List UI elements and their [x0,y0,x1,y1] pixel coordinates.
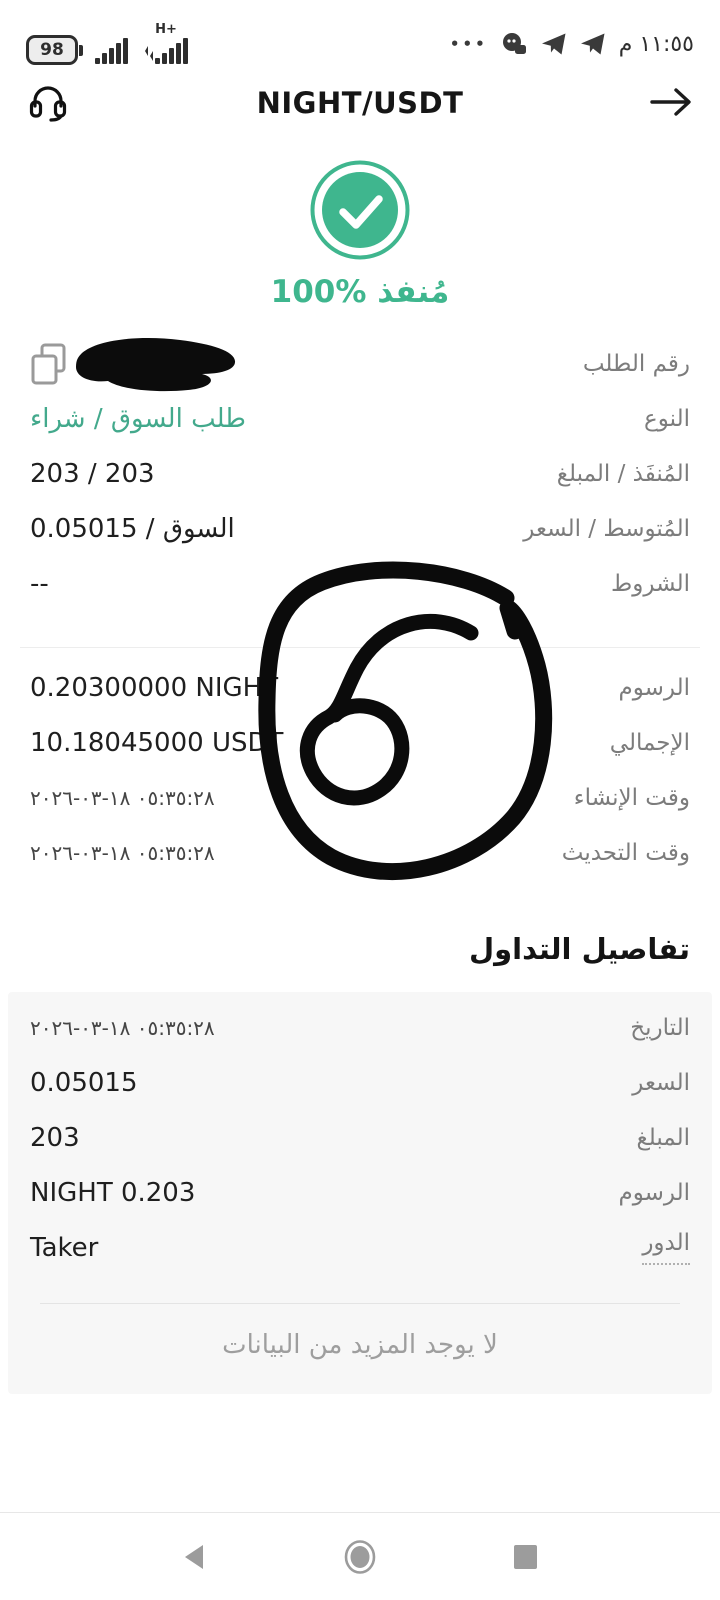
battery-percent: 98 [26,35,78,65]
signal-bars-icon-sim1 [95,35,131,65]
section-divider [20,647,700,648]
trade-fees-value: NIGHT 0.203 [30,1177,196,1208]
chat-app-icon [501,31,528,57]
total-value: 10.18045000 USDT [30,727,284,758]
no-more-data-message: لا يوجد المزيد من البيانات [222,1330,498,1360]
battery-icon [26,35,83,65]
created-time-label: وقت الإنشاء [573,784,690,811]
nav-home-icon[interactable] [342,1538,378,1576]
signal-bars-icon-sim2 [143,37,189,65]
status-bar [0,0,720,72]
headset-icon [28,80,68,124]
updated-time-value: ٠٥:٣٥:٢٨ ١٨-٠٣-٢٠٢٦ [30,840,215,865]
trade-date-label: التاريخ [630,1014,690,1041]
share-forward-button[interactable] [650,86,692,122]
order-type-row [30,391,690,446]
total-label: الإجمالي [609,729,690,756]
trade-date-value: ٠٥:٣٥:٢٨ ١٨-٠٣-٢٠٢٦ [30,1015,215,1040]
trade-details-title: تفاصيل التداول [468,932,690,966]
trade-role-value: Taker [30,1232,99,1263]
updated-time-label: وقت التحديث [561,839,690,866]
conditions-row [30,556,690,611]
telegram-icon [580,32,606,57]
avg-price-row [30,501,690,556]
created-time-value: ٠٥:٣٥:٢٨ ١٨-٠٣-٢٠٢٦ [30,785,215,810]
android-nav-bar [0,1512,720,1600]
conditions-value: -- [30,568,49,599]
trade-details-card [8,992,712,1394]
created-time-row [30,770,690,825]
support-headset-button[interactable] [28,80,68,128]
trade-role-row [30,1220,690,1275]
trade-price-row [30,1055,690,1110]
trade-amount-value: 203 [30,1122,80,1153]
nav-recents-icon[interactable] [513,1544,538,1570]
order-number-label: رقم الطلب [582,350,690,377]
success-check-icon [308,158,412,262]
arrow-right-icon [650,86,692,118]
order-totals-list [0,660,720,880]
order-number-row [30,336,690,391]
trade-fees-label: الرسوم [618,1179,690,1206]
order-type-value: طلب السوق / شراء [30,403,246,434]
telegram-icon [541,32,567,57]
nav-back-icon[interactable] [182,1543,206,1571]
page-title: NIGHT/USDT [256,86,464,120]
execution-status-block [0,158,720,310]
fees-value: 0.20300000 NIGHT [30,672,279,703]
order-type-label: النوع [644,405,690,432]
network-type-label: H+ [155,22,177,37]
trade-date-row [30,1000,690,1055]
order-summary-list [0,336,720,611]
trade-amount-label: المبلغ [636,1124,690,1151]
filled-percentage-label: مُنفذ %100 [270,274,450,310]
total-row [30,715,690,770]
avg-price-label: المُتوسط / السعر [523,515,690,542]
trade-role-label[interactable]: الدور [642,1230,690,1265]
trade-price-label: السعر [632,1069,690,1096]
app-bar [0,72,720,134]
fees-label: الرسوم [618,674,690,701]
fees-row [30,660,690,715]
updated-time-row [30,825,690,880]
filled-amount-row [30,446,690,501]
filled-amount-value: 203 / 203 [30,458,155,489]
conditions-label: الشروط [611,570,690,597]
avg-price-value: 0.05015 / السوق [30,513,235,544]
trade-amount-row [30,1110,690,1165]
more-notifications-icon: ••• [449,35,488,53]
filled-amount-label: المُنفَذ / المبلغ [556,460,690,487]
trade-price-value: 0.05015 [30,1067,138,1098]
copy-icon[interactable] [30,342,68,386]
clock-time: ١١:٥٥ م [618,31,694,57]
redaction-scribble [72,333,240,395]
trade-fees-row [30,1165,690,1220]
